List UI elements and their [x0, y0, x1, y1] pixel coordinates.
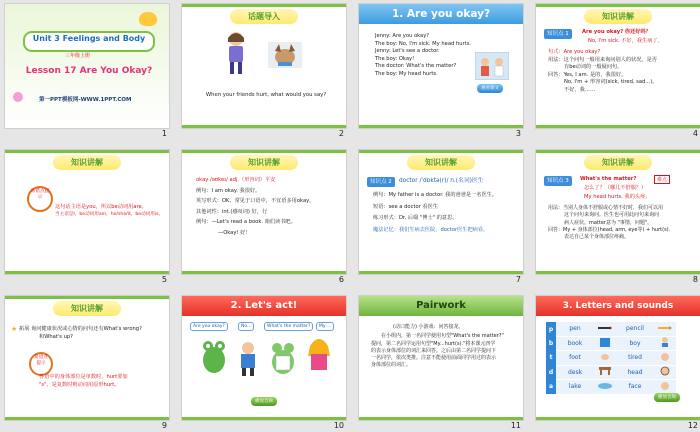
frog-character-icon: [200, 336, 228, 376]
letter-cell: t: [546, 351, 556, 366]
slide-thumb-5[interactable]: [5, 150, 169, 286]
slide-2-canvas[interactable]: [182, 4, 346, 128]
face-icon: [654, 380, 676, 395]
example-1: Are you okay? 你还好吗？: [582, 29, 651, 35]
top-stripe: [5, 150, 169, 153]
explanation-line: 回答：Yes, I am. 是的，我很好。: [548, 71, 627, 78]
letter-cell: a: [546, 380, 556, 395]
word-line: doctor /ˈdɒktə(r)/ n.(名词)医生: [399, 178, 484, 184]
lesson-title: Lesson 17 Are You Okay?: [25, 66, 153, 76]
slide-number: 3: [515, 129, 521, 138]
vocab-line: 英写形式：OK，常见于口语中，不宜语多用okay。: [196, 198, 315, 205]
instruction-line: (动口能力) 小游戏：问答接龙。: [393, 324, 464, 330]
vocab-entry: [196, 177, 314, 237]
letter-cell: d: [546, 365, 556, 380]
slide-title: 知识讲解: [584, 9, 652, 24]
word-cell: desk: [556, 365, 594, 380]
head-icon: [654, 365, 676, 380]
unit-title: Unit 3 Feelings and Body: [32, 34, 146, 43]
slide-number: 8: [692, 275, 698, 284]
dialogue-line: The boy: No, I'm sick. My head hurts.: [375, 40, 472, 47]
error-tip-badge: 易错点提示: [27, 186, 53, 212]
word-cell: lake: [556, 380, 594, 395]
slide-9-canvas[interactable]: [5, 296, 169, 420]
bottom-stripe: [359, 125, 523, 128]
slide-thumb-7[interactable]: [359, 150, 523, 286]
slide-title: 3. Letters and sounds: [536, 296, 700, 316]
word-cell: tired: [616, 351, 654, 366]
desk-icon: [594, 365, 616, 380]
detail-line: 短语：see a doctor 看医生: [373, 203, 438, 210]
dialogue-line: The boy: Okay!: [375, 55, 415, 62]
slide-number: 12: [687, 421, 698, 430]
word-cell: face: [616, 380, 654, 395]
play-audio-button[interactable]: 播放音频: [251, 397, 277, 406]
foot-icon: [594, 351, 616, 366]
slide-thumb-3[interactable]: [359, 4, 523, 140]
speech-bubble: Are you okay?: [190, 322, 228, 331]
bottom-stripe: [536, 271, 700, 274]
top-stripe: [182, 4, 346, 7]
tip-line: "s"，是复数时则动词用原形hurt。: [39, 381, 120, 388]
extension-text: [19, 326, 142, 341]
word-cell: foot: [556, 351, 594, 366]
girl-illustration-icon: [222, 30, 250, 76]
table-row: [546, 322, 676, 336]
tired-face-icon: [654, 351, 676, 366]
slide-5-canvas[interactable]: [5, 150, 169, 274]
table-row: [546, 380, 676, 395]
letter-cell: b: [546, 336, 556, 351]
top-stripe: [182, 150, 346, 153]
difficulty-label: 难点: [654, 175, 670, 184]
tip-notes: [39, 374, 128, 389]
slide-title: Pairwork: [359, 296, 523, 316]
slide-number: 6: [338, 275, 344, 284]
table-row: [546, 336, 676, 351]
bottom-stripe: [182, 125, 346, 128]
slide-title: 知识讲解: [53, 301, 121, 316]
instruction-line: 的表示身体部位的词汇来回答。之后由第二名同学提问下: [371, 347, 497, 354]
vocab-line: 例句：I am okay. 我很好。: [196, 187, 261, 194]
top-stripe: [536, 4, 700, 7]
slide-title: 知识讲解: [53, 155, 121, 170]
girl-character-icon: [304, 336, 334, 376]
question-text: When your friends hurt, what would you say?: [205, 92, 327, 98]
book-icon: [594, 336, 616, 351]
instruction-line: 一名同学，依次类推。注意不能使用前面同学用过的表示: [371, 355, 497, 361]
top-stripe: [536, 150, 700, 153]
bottom-stripe: [5, 271, 169, 274]
grade-label: 三年级上册: [65, 53, 91, 59]
explanation-line: 有be动词的一般疑问句。: [564, 64, 623, 71]
explanation-line: 用法：这个问句一般用来询问别人的状况，是否: [548, 56, 657, 63]
top-stripe: [5, 296, 169, 299]
slide-title: 知识讲解: [407, 155, 475, 170]
slide-title: 话题导入: [230, 9, 298, 24]
slide-number: 1: [161, 129, 167, 138]
pen-icon: [594, 322, 616, 336]
slide-number: 10: [333, 421, 344, 430]
slide-1-canvas[interactable]: [5, 4, 169, 128]
slide-thumb-10[interactable]: [182, 296, 346, 432]
usage-line: 病人症状。matter意为 "事情，问题"。: [564, 219, 653, 226]
lake-icon: [594, 380, 616, 395]
tip-line: 这句话主语是you，所以be动词用are。: [55, 204, 147, 210]
pencil-icon: [654, 322, 676, 336]
usage-line: 回答：My + 身体部位(head, arm, eye等) + hurt(s).: [548, 226, 671, 233]
word-cell: book: [556, 336, 594, 351]
bottom-stripe: [182, 417, 346, 420]
word-details: [373, 192, 497, 234]
slide-number: 2: [338, 129, 344, 138]
clinic-photo-icon: [475, 52, 509, 80]
word-cell: pencil: [616, 322, 654, 336]
instruction-line: 提问，第二名同学运用句型"My...hurt(s)."将本课元四学: [371, 340, 496, 347]
table-row: [546, 365, 676, 380]
bottom-stripe: [5, 417, 169, 420]
top-stripe: [359, 150, 523, 153]
vocab-line: 例句：—Let's read a book. 咱们读书吧。: [196, 219, 296, 226]
slide-thumb-4[interactable]: [536, 4, 700, 140]
slide-number: 5: [161, 275, 167, 284]
slide-thumb-1[interactable]: [5, 4, 169, 140]
slide-4-canvas[interactable]: [536, 4, 700, 128]
question: What's the matter?: [580, 176, 637, 182]
slide-7-canvas[interactable]: [359, 150, 523, 274]
slide-thumb-8[interactable]: [536, 150, 700, 286]
bottom-stripe: [182, 271, 346, 274]
instruction-line: 在小组内，第一名同学使用句型"What's the matter?": [381, 333, 504, 340]
speech-bubble: What's the matter?: [264, 322, 313, 331]
point-tag: 知识点 1: [544, 29, 572, 39]
dialogue-line: Jenny: Let's see a doctor.: [375, 48, 440, 55]
word-cell: pen: [556, 322, 594, 336]
bottom-stripe: [536, 125, 700, 128]
slide-3-canvas[interactable]: [359, 4, 523, 128]
usage-line: 用法：当别人身体不舒服或心情不好时，我们可以用: [548, 205, 664, 211]
explanation-line: 不好，我……: [564, 86, 596, 93]
letters-table: [546, 322, 676, 395]
slide-number: 4: [692, 129, 698, 138]
usage-line: 这个问句来询问。医生也可用此问句来询问: [564, 212, 660, 219]
extension-line: 拓展 询问健康状况或心情的问句还有What's wrong?: [19, 326, 142, 332]
watch-text-button[interactable]: 观看课文: [477, 84, 503, 93]
slide-sorter-grid: [5, 4, 700, 432]
tip-line: 当主语是I，be动词用am，he/she/it，be动词用is。: [55, 211, 164, 217]
error-tip-badge: 易错点提示: [29, 352, 53, 376]
cartoon-bird-icon: [139, 12, 157, 26]
dog-photo-icon: [268, 42, 302, 68]
slide-title: 1. Are you okay?: [359, 4, 523, 24]
slide-thumb-9[interactable]: [5, 296, 169, 432]
slide-6-canvas[interactable]: [182, 150, 346, 274]
explanation-line: No, I'm + 形容词(sick, tired, sad...)。: [564, 79, 658, 86]
chinese-meaning: 怎么了？（哪儿不舒服？）: [584, 185, 647, 191]
dialogue-line: The boy: My head hurts.: [375, 70, 438, 77]
footer-text: 第一PPT模板网-WWW.1PPT.COM: [39, 97, 132, 103]
boy-icon: [654, 336, 676, 351]
speech-bubble: My ...: [316, 322, 334, 331]
slide-number: 7: [515, 275, 521, 284]
instruction-line: 身体部位的词汇。: [371, 362, 412, 369]
point-tag: 知识点 2: [367, 177, 395, 187]
extension-line: 和What's up?: [39, 333, 73, 340]
doctor-frog-icon: [268, 338, 298, 376]
slide-8-canvas[interactable]: [536, 150, 700, 274]
slide-thumb-6[interactable]: [182, 150, 346, 286]
dialogue: [375, 33, 471, 78]
letter-cell: p: [546, 322, 556, 336]
slide-12-canvas[interactable]: [536, 296, 700, 420]
bottom-stripe: [359, 271, 523, 274]
slide-number: 11: [510, 421, 521, 430]
boy-character-icon: [236, 340, 260, 376]
play-audio-button[interactable]: 播放音频: [654, 393, 680, 402]
slide-10-canvas[interactable]: [182, 296, 346, 420]
speech-bubble: No...: [238, 322, 254, 331]
dialogue-line: The doctor: What's the matter?: [375, 63, 457, 70]
table-row: [546, 351, 676, 366]
tip-line: 答语中的身体部位是单数时，hurt要加: [39, 374, 128, 380]
vocab-line: —Okay! 好！: [218, 229, 251, 236]
example-2: No, I'm sick. 不好，我生病了。: [588, 38, 663, 44]
detail-line: 练习形式：Dr. 后缀 "博士" 的意思。: [373, 215, 458, 222]
vocab-line: okay /əʊkeɪ/ adj.（形容词）平安: [196, 177, 276, 183]
flower-decoration-icon: [13, 92, 23, 102]
word-cell: boy: [616, 336, 654, 351]
slide-title: 知识讲解: [230, 155, 298, 170]
point-tag: 知识点 3: [544, 176, 572, 186]
activity-instructions: [371, 324, 504, 370]
tip-text: [55, 204, 163, 218]
explanation: [548, 49, 658, 94]
usage-notes: [548, 205, 670, 241]
dialogue-line: Jenny: Are you okay?: [375, 33, 430, 39]
bottom-stripe: [359, 417, 523, 420]
slide-thumb-12[interactable]: [536, 296, 700, 432]
detail-line: 例句：My father is a doctor. 我的爸爸是一名医生。: [373, 192, 498, 198]
explanation-line: 句式：Are you okay?: [548, 49, 601, 55]
slide-thumb-11[interactable]: [359, 296, 523, 432]
slide-thumb-2[interactable]: [182, 4, 346, 140]
detail-line: 魔法记忆：我们生病去医院，doctor医生把病看。: [373, 226, 489, 233]
answer-example: My head hurts. 我的头疼。: [584, 194, 651, 200]
slide-number: 9: [161, 421, 167, 430]
vocab-line: 其他词性：int.(感叹词) 好，行: [196, 208, 268, 215]
slide-11-canvas[interactable]: [359, 296, 523, 420]
usage-line: 表达自己某个身体部位疼痛。: [564, 234, 630, 240]
slide-title: 2. Let's act!: [182, 296, 346, 316]
star-icon: ★: [11, 325, 18, 333]
bottom-stripe: [536, 417, 700, 420]
word-cell: head: [616, 365, 654, 380]
slide-title: 知识讲解: [584, 155, 652, 170]
